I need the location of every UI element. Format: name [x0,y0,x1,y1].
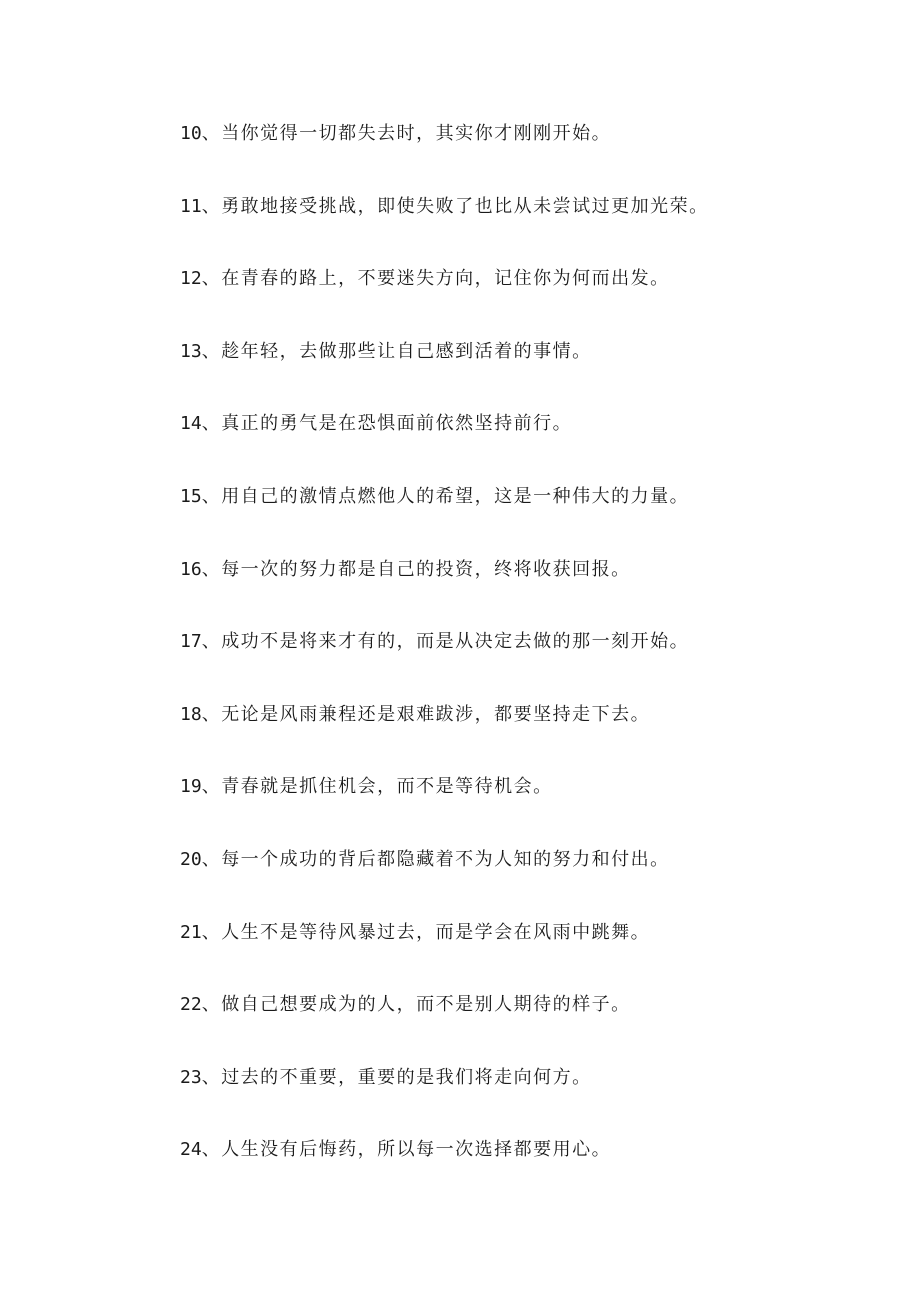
item-number: 13 [180,340,202,362]
list-item [180,628,880,701]
list-item [180,120,880,193]
list-item [180,1136,880,1209]
item-separator: 、 [201,558,222,580]
item-number: 10 [180,123,202,144]
item-separator: 、 [201,994,222,1016]
list-item [180,193,880,266]
list-item [180,701,880,774]
item-separator: 、 [201,340,222,362]
item-number: 14 [180,413,202,435]
item-text: 勇敢地接受挑战，即使失败了也比从未尝试过更加光荣。 [221,195,709,217]
item-separator: 、 [201,195,222,217]
list-item [180,556,880,629]
item-number: 20 [180,848,202,870]
item-text: 人生没有后悔药，所以每一次选择都要用心。 [221,1139,612,1161]
list-item [180,265,880,338]
item-text: 在青春的路上，不要迷失方向，记住你为何而出发。 [221,268,670,290]
item-number: 23 [180,1066,202,1088]
item-text: 人生不是等待风暴过去，而是学会在风雨中跳舞。 [221,921,651,943]
item-separator: 、 [201,413,222,435]
item-number: 19 [180,776,202,798]
item-separator: 、 [201,268,222,290]
item-separator: 、 [201,1066,222,1088]
item-text: 成功不是将来才有的，而是从决定去做的那一刻开始。 [221,631,690,653]
item-separator: 、 [201,1139,222,1161]
item-number: 12 [180,268,202,290]
list-item [180,773,880,846]
list-item [180,919,880,992]
item-text: 趁年轻，去做那些让自己感到活着的事情。 [221,340,592,362]
item-separator: 、 [201,848,222,870]
item-number: 11 [180,195,202,217]
item-number: 15 [180,485,202,507]
item-number: 18 [180,703,202,725]
list-item [180,338,880,411]
quote-list [180,120,880,1209]
item-number: 16 [180,558,202,580]
item-separator: 、 [201,485,222,507]
item-number: 21 [180,921,202,943]
item-text: 当你觉得一切都失去时，其实你才刚刚开始。 [221,123,612,144]
item-separator: 、 [201,123,222,144]
item-number: 17 [180,631,202,653]
list-item [180,1064,880,1137]
item-text: 过去的不重要，重要的是我们将走向何方。 [221,1066,592,1088]
item-number: 24 [180,1139,202,1161]
list-item [180,846,880,919]
list-item [180,410,880,483]
item-text: 真正的勇气是在恐惧面前依然坚持前行。 [221,413,573,435]
item-separator: 、 [201,921,222,943]
list-item [180,991,880,1064]
list-item [180,483,880,556]
item-text: 青春就是抓住机会，而不是等待机会。 [221,776,553,798]
item-text: 每一次的努力都是自己的投资，终将收获回报。 [221,558,631,580]
item-text: 无论是风雨兼程还是艰难跋涉，都要坚持走下去。 [221,703,651,725]
item-separator: 、 [201,776,222,798]
item-text: 用自己的激情点燃他人的希望，这是一种伟大的力量。 [221,485,690,507]
item-text: 每一个成功的背后都隐藏着不为人知的努力和付出。 [221,848,670,870]
item-separator: 、 [201,631,222,653]
item-separator: 、 [201,703,222,725]
item-number: 22 [180,994,202,1016]
item-text: 做自己想要成为的人，而不是别人期待的样子。 [221,994,631,1016]
